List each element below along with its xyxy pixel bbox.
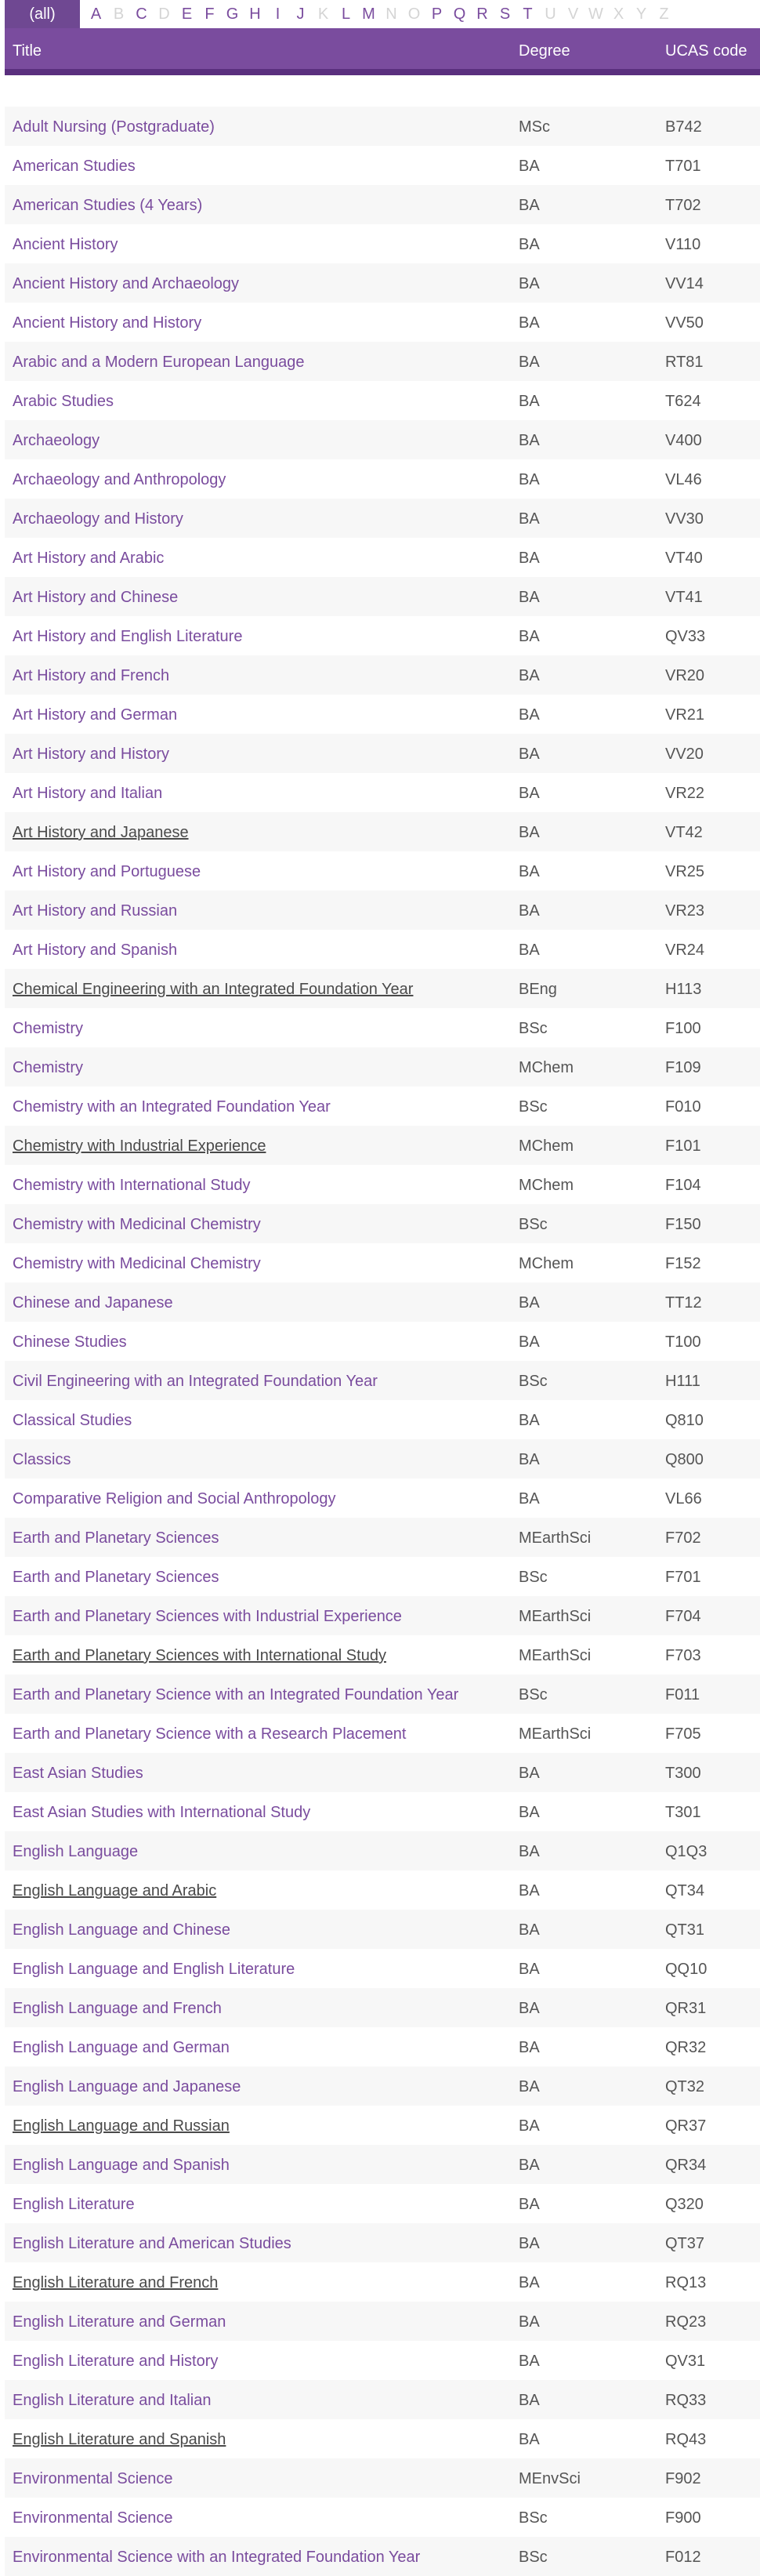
degree-cell: BA (519, 2431, 540, 2448)
filter-letter-v: V (567, 5, 579, 23)
filter-letter-t[interactable]: T (523, 5, 533, 23)
filter-letter-o: O (407, 5, 421, 23)
programme-link[interactable]: East Asian Studies (13, 1765, 143, 1782)
programme-link[interactable]: Art History and Spanish (13, 942, 178, 959)
ucas-code-cell: QQ10 (665, 1961, 708, 1978)
table-row (5, 577, 760, 616)
ucas-code-cell: F701 (665, 1569, 701, 1586)
degree-cell: BSc (519, 1686, 548, 1703)
programme-link[interactable]: Environmental Science (13, 2509, 173, 2527)
filter-letter-w: W (588, 5, 603, 23)
ucas-code-cell: Q800 (665, 1451, 704, 1468)
degree-cell: BA (519, 1490, 540, 1508)
degree-cell: BA (519, 2353, 540, 2370)
ucas-code-cell: F704 (665, 1608, 701, 1625)
table-row (5, 734, 760, 773)
programme-link[interactable]: Earth and Planetary Sciences (13, 1569, 219, 1586)
table-row (5, 1635, 760, 1674)
table-row (5, 185, 760, 224)
degree-cell: BA (519, 1804, 540, 1821)
ucas-code-cell: VR22 (665, 785, 705, 802)
ucas-code-cell: V110 (665, 236, 701, 253)
table-header (5, 28, 760, 75)
programme-link[interactable]: English Language and English Literature (13, 1961, 295, 1978)
programme-link[interactable]: Chemistry with Medicinal Chemistry (13, 1216, 261, 1233)
filter-letter-u: U (545, 5, 556, 23)
filter-letter-d: D (158, 5, 170, 23)
table-row (5, 1087, 760, 1126)
degree-cell: BA (519, 2157, 540, 2174)
degree-cell: MEarthSci (519, 1608, 592, 1625)
table-row (5, 1204, 760, 1243)
filter-letter-h[interactable]: H (249, 5, 261, 23)
degree-cell: BA (519, 2392, 540, 2409)
programme-link[interactable]: Earth and Planetary Sciences with Industrial Experience (13, 1608, 402, 1625)
table-body (5, 107, 760, 2576)
table-row (5, 459, 760, 499)
degree-cell: BA (519, 902, 540, 920)
degree-cell: MChem (519, 1177, 574, 1194)
filter-letter-r[interactable]: R (476, 5, 488, 23)
programme-link[interactable]: Art History and French (13, 667, 170, 684)
degree-cell: BSc (519, 1569, 548, 1586)
filter-letter-i[interactable]: I (275, 5, 280, 23)
filter-letter-x: X (613, 5, 624, 23)
ucas-code-cell: VV50 (665, 314, 704, 332)
table-row (5, 2066, 760, 2106)
table-row (5, 263, 760, 303)
table-row (5, 1988, 760, 2027)
table-row (5, 146, 760, 185)
ucas-code-cell: VR20 (665, 667, 705, 684)
degree-cell: BA (519, 2039, 540, 2056)
degree-cell: BSc (519, 1216, 548, 1233)
filter-all[interactable]: (all) (5, 0, 80, 28)
table-row (5, 1596, 760, 1635)
table-row (5, 1518, 760, 1557)
ucas-code-cell: QR37 (665, 2117, 707, 2135)
degree-cell: BA (519, 1451, 540, 1468)
filter-letter-q[interactable]: Q (453, 5, 466, 23)
programme-link[interactable]: Ancient History and Archaeology (13, 275, 240, 292)
degree-cell: BA (519, 275, 540, 292)
degree-cell: BA (519, 393, 540, 410)
table-row (5, 1714, 760, 1753)
table-row (5, 2262, 760, 2302)
ucas-code-cell: VR25 (665, 863, 705, 880)
programme-link[interactable]: Art History and Arabic (13, 550, 165, 567)
ucas-code-cell: QT37 (665, 2235, 705, 2252)
table-row (5, 2302, 760, 2341)
degree-cell: MChem (519, 1137, 574, 1155)
table-row (5, 851, 760, 891)
table-row (5, 381, 760, 420)
ucas-code-cell: Q810 (665, 1412, 704, 1429)
ucas-code-cell: F101 (665, 1137, 701, 1155)
degree-cell: BA (519, 2313, 540, 2331)
ucas-code-cell: H111 (665, 1373, 700, 1390)
ucas-code-cell: VL66 (665, 1490, 702, 1508)
degree-cell: BA (519, 236, 540, 253)
programme-link[interactable]: Ancient History (13, 236, 118, 253)
programme-link[interactable]: Art History and Russian (13, 902, 178, 920)
table-row (5, 1753, 760, 1792)
filter-letter-f[interactable]: F (204, 5, 215, 23)
ucas-code-cell: Q1Q3 (665, 1843, 708, 1860)
table-row (5, 812, 760, 851)
degree-cell: MEarthSci (519, 1647, 592, 1664)
table-row (5, 2223, 760, 2262)
table-row (5, 655, 760, 695)
filter-letter-a[interactable]: A (90, 5, 102, 23)
table-row (5, 1283, 760, 1322)
ucas-code-cell: F702 (665, 1529, 701, 1547)
programme-link[interactable]: Chemistry with an Integrated Foundation Year (13, 1098, 331, 1116)
programme-link[interactable]: Chemical Engineering with an Integrated Foundation Year (13, 981, 414, 998)
degree-cell: BA (519, 1412, 540, 1429)
ucas-code-cell: F902 (665, 2470, 701, 2487)
ucas-code-cell: T624 (665, 393, 701, 410)
programme-link[interactable]: English Language and German (13, 2039, 230, 2056)
programme-link[interactable]: Earth and Planetary Sciences (13, 1529, 219, 1547)
programme-link[interactable]: American Studies (4 Years) (13, 197, 203, 214)
ucas-code-cell: QV33 (665, 628, 706, 645)
degree-cell: BA (519, 158, 540, 175)
degree-cell: BA (519, 2117, 540, 2135)
degree-cell: BA (519, 746, 540, 763)
ucas-code-cell: QR31 (665, 2000, 707, 2017)
ucas-code-cell: F900 (665, 2509, 701, 2527)
ucas-code-cell: T301 (665, 1804, 701, 1821)
degree-cell: MEarthSci (519, 1529, 592, 1547)
table-row (5, 2184, 760, 2223)
ucas-code-cell: H113 (665, 981, 702, 998)
ucas-code-cell: VT40 (665, 550, 703, 567)
degree-cell: BA (519, 785, 540, 802)
ucas-code-cell: QT31 (665, 1921, 705, 1939)
programme-link[interactable]: English Language and Chinese (13, 1921, 230, 1939)
ucas-code-cell: QV31 (665, 2353, 706, 2370)
programme-link[interactable]: Chemistry (13, 1059, 84, 1076)
degree-cell: MEarthSci (519, 1725, 592, 1743)
programme-link[interactable]: Art History and German (13, 706, 178, 724)
programme-link[interactable]: Earth and Planetary Sciences with International Study (13, 1647, 386, 1664)
programme-link[interactable]: English Literature and German (13, 2313, 226, 2331)
degree-cell: BA (519, 1765, 540, 1782)
filter-letter-j[interactable]: J (296, 5, 305, 23)
degree-cell: BA (519, 314, 540, 332)
table-row (5, 1008, 760, 1047)
degree-cell: BSc (519, 1098, 548, 1116)
ucas-code-cell: F703 (665, 1647, 701, 1664)
table-row (5, 107, 760, 146)
ucas-code-cell: RQ43 (665, 2431, 707, 2448)
programme-link[interactable]: English Language and Japanese (13, 2078, 241, 2095)
degree-cell: BSc (519, 1373, 548, 1390)
ucas-code-cell: T100 (665, 1333, 701, 1351)
programme-link[interactable]: Chemistry with Industrial Experience (13, 1137, 266, 1155)
filter-letter-e[interactable]: E (181, 5, 193, 23)
degree-cell: BSc (519, 2509, 548, 2527)
table-row (5, 1400, 760, 1439)
filter-letter-s[interactable]: S (499, 5, 511, 23)
degree-cell: MEnvSci (519, 2470, 581, 2487)
programme-link[interactable]: Chemistry with International Study (13, 1177, 251, 1194)
ucas-code-cell: T702 (665, 197, 701, 214)
degree-cell: BA (519, 2274, 540, 2291)
degree-cell: BSc (519, 1020, 548, 1037)
table-row (5, 1831, 760, 1870)
degree-cell: BA (519, 510, 540, 528)
programme-link[interactable]: English Literature and History (13, 2353, 219, 2370)
ucas-code-cell: QT32 (665, 2078, 705, 2095)
degree-cell: BA (519, 706, 540, 724)
degree-cell: BA (519, 628, 540, 645)
degree-cell: BA (519, 2078, 540, 2095)
degree-cell: BSc (519, 2549, 548, 2566)
table-row (5, 1792, 760, 1831)
degree-cell: BA (519, 197, 540, 214)
degree-cell: BA (519, 1333, 540, 1351)
programme-link[interactable]: Earth and Planetary Science with a Research Placement (13, 1725, 407, 1743)
degree-cell: BA (519, 1843, 540, 1860)
ucas-code-cell: F010 (665, 1098, 701, 1116)
filter-letter-n: N (385, 5, 397, 23)
programme-link[interactable]: Ancient History and History (13, 314, 202, 332)
degree-cell: MChem (519, 1059, 574, 1076)
header-ucas[interactable]: UCAS code (665, 42, 747, 60)
ucas-code-cell: VV30 (665, 510, 704, 528)
table-row (5, 773, 760, 812)
table-row (5, 2380, 760, 2419)
degree-cell: BA (519, 1294, 540, 1312)
ucas-code-cell: Q320 (665, 2196, 704, 2213)
filter-letter-y: Y (635, 5, 647, 23)
filter-letter-c[interactable]: C (136, 5, 147, 23)
header-degree[interactable]: Degree (519, 42, 570, 60)
table-row (5, 1047, 760, 1087)
programme-link[interactable]: English Language and Spanish (13, 2157, 230, 2174)
programme-link[interactable]: Classics (13, 1451, 71, 1468)
programme-link[interactable]: Comparative Religion and Social Anthropology (13, 1490, 336, 1508)
programme-link[interactable]: English Literature and American Studies (13, 2235, 291, 2252)
degree-cell: BA (519, 471, 540, 488)
table-row (5, 1910, 760, 1949)
table-row (5, 2537, 760, 2576)
ucas-code-cell: V400 (665, 432, 702, 449)
degree-cell: BA (519, 824, 540, 841)
programme-list (5, 0, 760, 2576)
header-title[interactable]: Title (13, 42, 42, 60)
ucas-code-cell: VR24 (665, 942, 705, 959)
table-row (5, 2458, 760, 2498)
ucas-code-cell: QR32 (665, 2039, 707, 2056)
table-row (5, 1949, 760, 1988)
degree-cell: BA (519, 667, 540, 684)
ucas-code-cell: F705 (665, 1725, 701, 1743)
ucas-code-cell: T300 (665, 1765, 701, 1782)
programme-link[interactable]: Art History and Portuguese (13, 863, 201, 880)
programme-link[interactable]: Chemistry (13, 1020, 84, 1037)
ucas-code-cell: QR34 (665, 2157, 707, 2174)
degree-cell: BA (519, 432, 540, 449)
degree-cell: BA (519, 1961, 540, 1978)
table-row (5, 1243, 760, 1283)
programme-link[interactable]: Art History and English Literature (13, 628, 243, 645)
programme-link[interactable]: Chinese Studies (13, 1333, 127, 1351)
table-row (5, 420, 760, 459)
programme-link[interactable]: Earth and Planetary Science with an Integrated Foundation Year (13, 1686, 459, 1703)
ucas-code-cell: F104 (665, 1177, 701, 1194)
table-row (5, 930, 760, 969)
table-row (5, 2341, 760, 2380)
ucas-code-cell: VL46 (665, 471, 702, 488)
table-row (5, 1165, 760, 1204)
programme-link[interactable]: Environmental Science (13, 2470, 173, 2487)
programme-link[interactable]: Arabic and a Modern European Language (13, 354, 305, 371)
ucas-code-cell: F152 (665, 1255, 701, 1272)
ucas-code-cell: B742 (665, 118, 702, 136)
degree-cell: BA (519, 1882, 540, 1899)
programme-link[interactable]: American Studies (13, 158, 136, 175)
table-row (5, 224, 760, 263)
degree-cell: BA (519, 2000, 540, 2017)
table-row (5, 891, 760, 930)
degree-cell: BA (519, 863, 540, 880)
programme-link[interactable]: English Language and French (13, 2000, 222, 2017)
ucas-code-cell: TT12 (665, 1294, 702, 1312)
programme-link[interactable]: Art History and Italian (13, 785, 163, 802)
ucas-code-cell: F012 (665, 2549, 701, 2566)
programme-link[interactable]: Art History and History (13, 746, 170, 763)
table-row (5, 342, 760, 381)
table-row (5, 2498, 760, 2537)
programme-link[interactable]: English Language and Russian (13, 2117, 230, 2135)
ucas-code-cell: VT42 (665, 824, 703, 841)
degree-cell: BEng (519, 981, 557, 998)
ucas-code-cell: F150 (665, 1216, 701, 1233)
programme-link[interactable]: Chinese and Japanese (13, 1294, 173, 1312)
filter-letter-m[interactable]: M (362, 5, 375, 23)
ucas-code-cell: F100 (665, 1020, 701, 1037)
ucas-code-cell: VV20 (665, 746, 704, 763)
degree-cell: BA (519, 942, 540, 959)
degree-cell: MSc (519, 118, 550, 136)
filter-letter-p[interactable]: P (431, 5, 443, 23)
filter-letter-g[interactable]: G (226, 5, 239, 23)
degree-cell: BA (519, 589, 540, 606)
filter-letter-l[interactable]: L (341, 5, 351, 23)
table-row (5, 1870, 760, 1910)
degree-cell: BA (519, 354, 540, 371)
table-row (5, 303, 760, 342)
ucas-code-cell: RT81 (665, 354, 704, 371)
table-row (5, 616, 760, 655)
ucas-code-cell: VR23 (665, 902, 705, 920)
degree-cell: BA (519, 2235, 540, 2252)
table-row (5, 1439, 760, 1478)
programme-link[interactable]: Environmental Science with an Integrated Foundation Year (13, 2549, 421, 2566)
degree-cell: MChem (519, 1255, 574, 1272)
table-row (5, 2027, 760, 2066)
degree-cell: BA (519, 2196, 540, 2213)
table-row (5, 1674, 760, 1714)
table-row (5, 1361, 760, 1400)
table-row (5, 1322, 760, 1361)
table-row (5, 499, 760, 538)
programme-link[interactable]: Arabic Studies (13, 393, 114, 410)
programme-link[interactable]: Archaeology (13, 432, 100, 449)
ucas-code-cell: VT41 (665, 589, 703, 606)
table-row (5, 969, 760, 1008)
degree-cell: BA (519, 550, 540, 567)
table-row (5, 1126, 760, 1165)
programme-link[interactable]: Art History and Japanese (13, 824, 189, 841)
programme-link[interactable]: English Literature (13, 2196, 135, 2213)
programme-link[interactable]: Civil Engineering with an Integrated Foundation Year (13, 1373, 378, 1390)
programme-link[interactable]: Chemistry with Medicinal Chemistry (13, 1255, 261, 1272)
ucas-code-cell: F011 (665, 1686, 700, 1703)
ucas-code-cell: T701 (665, 158, 701, 175)
programme-link[interactable]: English Language and Arabic (13, 1882, 217, 1899)
ucas-code-cell: RQ13 (665, 2274, 707, 2291)
table-row (5, 1557, 760, 1596)
programme-link[interactable]: English Literature and Italian (13, 2392, 212, 2409)
filter-letter-z: Z (659, 5, 669, 23)
programme-link[interactable]: Art History and Chinese (13, 589, 179, 606)
table-row (5, 695, 760, 734)
ucas-code-cell: RQ23 (665, 2313, 707, 2331)
degree-cell: BA (519, 1921, 540, 1939)
programme-link[interactable]: East Asian Studies with International Study (13, 1804, 311, 1821)
programme-link[interactable]: Adult Nursing (Postgraduate) (13, 118, 215, 136)
ucas-code-cell: QT34 (665, 1882, 705, 1899)
programme-link[interactable]: Classical Studies (13, 1412, 132, 1429)
table-row (5, 2106, 760, 2145)
table-row (5, 2419, 760, 2458)
programme-link[interactable]: English Language (13, 1843, 139, 1860)
programme-link[interactable]: English Literature and Spanish (13, 2431, 226, 2448)
programme-link[interactable]: Archaeology and Anthropology (13, 471, 226, 488)
ucas-code-cell: VR21 (665, 706, 705, 724)
ucas-code-cell: VV14 (665, 275, 704, 292)
table-row (5, 1478, 760, 1518)
table-row (5, 538, 760, 577)
programme-link[interactable]: English Literature and French (13, 2274, 219, 2291)
programme-link[interactable]: Archaeology and History (13, 510, 183, 528)
filter-letter-b: B (113, 5, 125, 23)
ucas-code-cell: F109 (665, 1059, 701, 1076)
ucas-code-cell: RQ33 (665, 2392, 707, 2409)
alphabet-filter (5, 0, 760, 28)
table-row (5, 2145, 760, 2184)
filter-letter-k: K (317, 5, 329, 23)
